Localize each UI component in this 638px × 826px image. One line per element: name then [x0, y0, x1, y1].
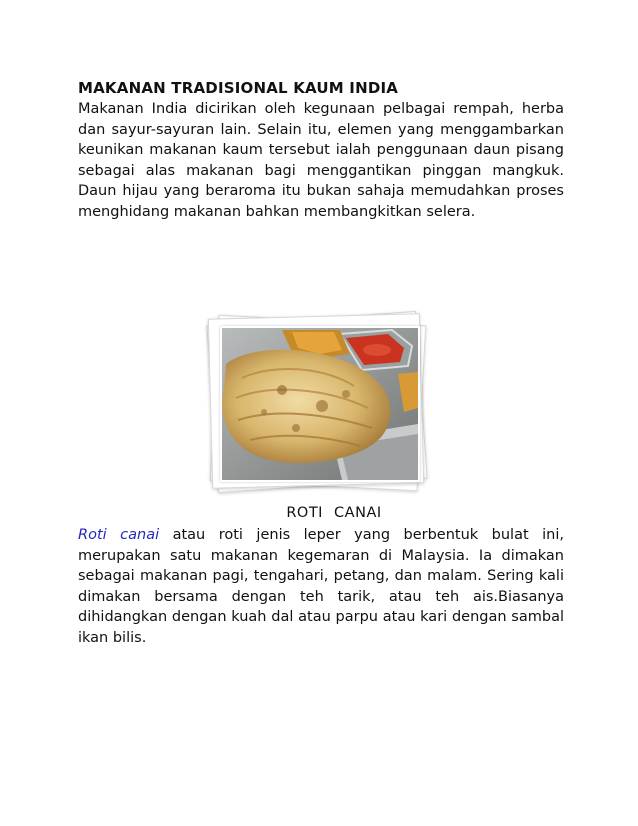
roti-canai-photo: [220, 326, 420, 482]
roti-canai-term: Roti canai: [78, 527, 160, 543]
document-title: MAKANAN TRADISIONAL KAUM INDIA: [78, 79, 399, 97]
image-caption: ROTI CANAI: [286, 505, 382, 521]
roti-canai-description: atau roti jenis leper yang berbentuk bulat ini, merupakan satu makanan kegemaran di Malaysia. Ia dimakan sebagai makanan pagi, tengahari, petang, dan malam. Sering kali dimakan bersama dengan teh tarik, atau teh ais.Biasanya dihidangkan dengan kuah dal atau parpu atau kari dengan sambal ikan bilis.: [78, 527, 564, 646]
roti-canai-paragraph: [78, 525, 564, 649]
intro-paragraph: Makanan India dicirikan oleh kegunaan pelbagai rempah, herba dan sayur-sayuran lain. Selain itu, elemen yang menggambarkan keunikan makanan kaum tersebut ialah penggunaan daun pisang sebagai alas makanan bagi menggantikan pinggan mangkuk. Daun hijau yang beraroma itu bukan sahaja memudahkan proses menghidang makanan bahkan membangkitkan selera.: [78, 101, 564, 220]
roti-canai-photo-stack: [200, 312, 440, 494]
